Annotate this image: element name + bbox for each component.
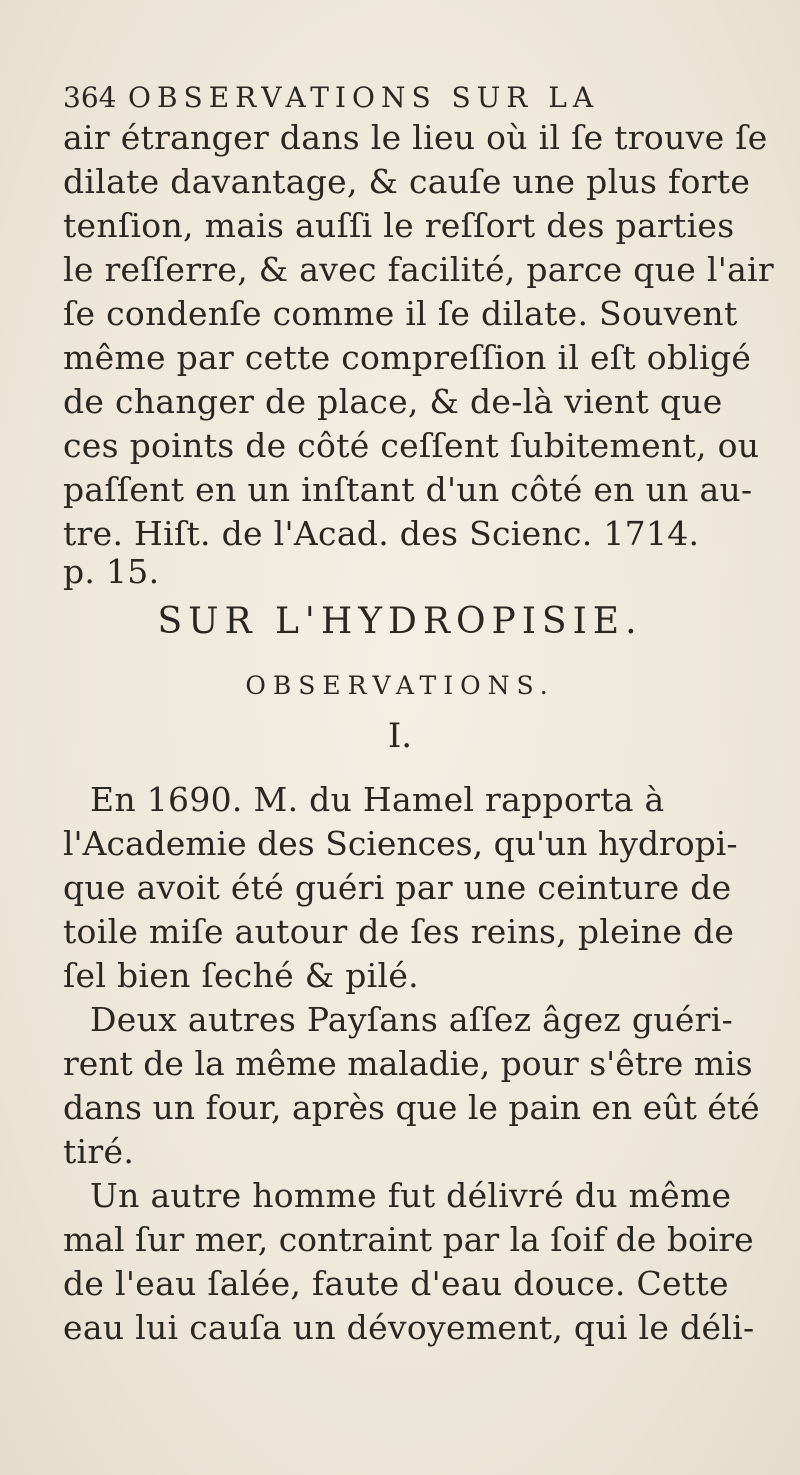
text-line: mal ſur mer, contraint par la ſoif de boire xyxy=(63,1220,754,1259)
text-line: Deux autres Payſans aſſez âgez guéri- xyxy=(90,1000,734,1039)
text-line: l'Academie des Sciences, qu'un hydropi- xyxy=(63,824,738,863)
text-line: ſe condenſe comme il ſe dilate. Souvent xyxy=(63,294,738,333)
text-line: air étranger dans le lieu où il ſe trouve ſe xyxy=(63,118,768,157)
citation-line: tre. Hiſt. de l'Acad. des Scienc. 1714. xyxy=(63,514,700,553)
text-line: que avoit été guéri par une ceinture de xyxy=(63,868,732,907)
text-line: En 1690. M. du Hamel rapporta à xyxy=(90,780,665,819)
section-title: SUR L'HYDROPISIE. xyxy=(157,601,643,642)
observation-numeral: I. xyxy=(387,716,413,756)
section-subtitle: OBSERVATIONS. xyxy=(245,671,555,700)
text-line: dans un four, après que le pain en eût été xyxy=(63,1088,760,1127)
page-number: 364 xyxy=(63,81,117,114)
text-line: le reſſerre, & avec facilité, parce que l'air xyxy=(63,250,774,289)
text-line: de changer de place, & de-là vient que xyxy=(63,382,723,421)
text-line: eau lui cauſa un dévoyement, qui le déli- xyxy=(63,1308,755,1347)
running-head: OBSERVATIONS SUR LA xyxy=(128,81,600,114)
text-line: dilate davantage, & cauſe une plus forte xyxy=(63,162,751,201)
text-line: de l'eau ſalée, faute d'eau douce. Cette xyxy=(63,1264,729,1303)
text-line: toile miſe autour de ſes reins, pleine de xyxy=(63,912,735,951)
text-line: rent de la même maladie, pour s'être mis xyxy=(63,1044,753,1083)
text-line: tenſion, mais auſſi le reſſort des parties xyxy=(63,206,735,245)
text-line: Un autre homme fut délivré du même xyxy=(90,1176,732,1215)
text-line: même par cette compreſſion il eſt obligé xyxy=(63,338,752,377)
text-line: tiré. xyxy=(63,1132,135,1171)
text-line: paſſent en un inſtant d'un côté en un au- xyxy=(63,470,753,509)
text-line: ces points de côté ceſſent ſubitement, ou xyxy=(63,426,760,465)
text-line: ſel bien ſeché & pilé. xyxy=(63,956,419,995)
citation-page: p. 15. xyxy=(63,552,160,591)
